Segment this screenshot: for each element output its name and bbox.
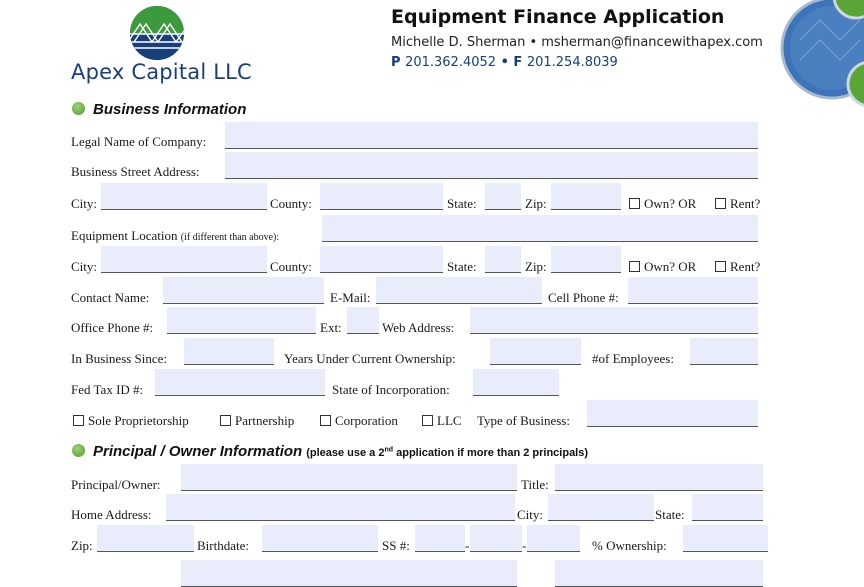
section-title: Business Information [93, 101, 247, 118]
section-title: Principal / Owner Information [93, 443, 303, 460]
llc-option[interactable] [422, 413, 462, 429]
contact-line: Michelle D. Sherman • msherman@financewithapex.com [391, 35, 763, 50]
title-label: Title: [521, 477, 549, 492]
green-bullet-icon [72, 102, 85, 115]
green-bullet-icon [72, 444, 85, 457]
equip-own-checkbox[interactable] [629, 261, 640, 272]
equipment-location-label [71, 228, 279, 244]
equip-city-label: City: [71, 259, 98, 274]
equip-zip-label: Zip: [525, 259, 547, 274]
own-label: Own? OR [644, 196, 697, 211]
legal-name-field[interactable] [225, 122, 758, 149]
equipment-location-text: Equipment Location [71, 228, 178, 243]
office-phone-label: Office Phone #: [71, 320, 154, 335]
in-business-field[interactable] [184, 338, 274, 365]
contact-name-label: Contact Name: [71, 290, 150, 305]
cell-phone-field[interactable] [628, 277, 758, 304]
years-ownership-label: Years Under Current Ownership: [284, 351, 456, 366]
equip-rent-label: Rent? [730, 259, 761, 274]
corporation-label: Corporation [335, 413, 398, 428]
apex-logo-icon [128, 4, 186, 62]
corporation-option[interactable] [320, 413, 398, 429]
sole-proprietorship-option[interactable] [73, 413, 189, 429]
ss-part1-field[interactable] [415, 525, 465, 552]
fax-number: 201.254.8039 [526, 55, 618, 70]
equipment-location-note: (if different than above): [180, 232, 280, 243]
street-label: Business Street Address: [71, 164, 200, 179]
llc-checkbox[interactable] [422, 415, 433, 426]
rent-label: Rent? [730, 196, 761, 211]
street-field[interactable] [225, 152, 758, 179]
birthdate-label: Birthdate: [197, 538, 249, 553]
employees-field[interactable] [690, 338, 758, 365]
type-business-field[interactable] [587, 400, 758, 427]
web-address-field[interactable] [470, 307, 758, 334]
ss-dash: - [522, 538, 527, 553]
partnership-checkbox[interactable] [220, 415, 231, 426]
email-field[interactable] [376, 277, 542, 304]
office-phone-field[interactable] [167, 307, 316, 334]
incorporation-field[interactable] [473, 369, 559, 396]
llc-label: LLC [437, 413, 462, 428]
city-label: City: [71, 196, 98, 211]
separator: • [500, 55, 509, 70]
ownership-label: % Ownership: [592, 538, 667, 553]
principal-note-sup: nd [384, 446, 394, 454]
ownership-field[interactable] [683, 525, 768, 552]
fax-label: F [513, 55, 523, 70]
equip-county-field[interactable] [320, 246, 443, 273]
equip-zip-field[interactable] [551, 246, 621, 273]
equip-county-label: County: [270, 259, 312, 274]
principal-note-start: (please use a 2 [306, 447, 385, 459]
type-business-label: Type of Business: [477, 413, 570, 428]
page-title: Equipment Finance Application [391, 6, 725, 28]
principal-state-field[interactable] [692, 494, 763, 521]
ext-label: Ext: [320, 320, 342, 335]
home-address-field[interactable] [166, 494, 515, 521]
zip-field[interactable] [551, 183, 621, 210]
incorporation-label: State of Incorporation: [332, 382, 450, 397]
fed-tax-field[interactable] [155, 369, 325, 396]
corporation-checkbox[interactable] [320, 415, 331, 426]
state-label: State: [447, 196, 477, 211]
decorative-circles-icon [770, 0, 864, 110]
sole-proprietorship-checkbox[interactable] [73, 415, 84, 426]
principal-owner-field[interactable] [181, 464, 517, 491]
own-option[interactable] [629, 196, 696, 212]
employees-label: #of Employees: [592, 351, 674, 366]
rent-option[interactable] [715, 196, 760, 212]
fed-tax-label: Fed Tax ID #: [71, 382, 144, 397]
birthdate-field[interactable] [262, 525, 378, 552]
ss-dash: - [465, 538, 470, 553]
partnership-label: Partnership [235, 413, 295, 428]
cell-phone-label: Cell Phone #: [548, 290, 619, 305]
ss-part3-field[interactable] [527, 525, 580, 552]
principal-note-end: application if more than 2 principals) [393, 447, 589, 459]
phone-label: P [391, 55, 401, 70]
section-business-heading [72, 101, 246, 119]
principal-note [306, 447, 588, 459]
principal-city-field[interactable] [548, 494, 654, 521]
state-field[interactable] [485, 183, 521, 210]
zip-label: Zip: [525, 196, 547, 211]
county-label: County: [270, 196, 312, 211]
email-label: E-Mail: [330, 290, 371, 305]
ss-label: SS #: [382, 538, 410, 553]
principal-city-label: City: [517, 507, 544, 522]
phone-number: 201.362.4052 [405, 55, 497, 70]
legal-name-label: Legal Name of Company: [71, 134, 207, 149]
contact-name-field[interactable] [163, 277, 324, 304]
own-checkbox[interactable] [629, 198, 640, 209]
equip-rent-checkbox[interactable] [715, 261, 726, 272]
equipment-location-field[interactable] [322, 215, 758, 242]
section-principal-heading [72, 443, 588, 461]
equip-state-label: State: [447, 259, 477, 274]
in-business-label: In Business Since: [71, 351, 168, 366]
sole-proprietorship-label: Sole Proprietorship [88, 413, 189, 428]
home-address-label: Home Address: [71, 507, 152, 522]
phone-line [391, 55, 618, 70]
city-field[interactable] [101, 183, 267, 210]
company-name: Apex Capital LLC [71, 60, 252, 84]
principal-state-label: State: [655, 507, 685, 522]
next-row-field[interactable] [555, 560, 763, 587]
equip-rent-option[interactable] [715, 259, 760, 275]
equip-own-option[interactable] [629, 259, 696, 275]
principal-zip-field[interactable] [97, 525, 194, 552]
rent-checkbox[interactable] [715, 198, 726, 209]
title-field[interactable] [555, 464, 763, 491]
equip-own-label: Own? OR [644, 259, 697, 274]
equip-city-field[interactable] [101, 246, 267, 273]
next-row-field[interactable] [181, 560, 517, 587]
partnership-option[interactable] [220, 413, 294, 429]
principal-zip-label: Zip: [71, 538, 93, 553]
web-address-label: Web Address: [382, 320, 455, 335]
ext-field[interactable] [347, 307, 379, 334]
county-field[interactable] [320, 183, 443, 210]
years-ownership-field[interactable] [490, 338, 581, 365]
equip-state-field[interactable] [485, 246, 521, 273]
ss-part2-field[interactable] [470, 525, 522, 552]
principal-owner-label: Principal/Owner: [71, 477, 161, 492]
